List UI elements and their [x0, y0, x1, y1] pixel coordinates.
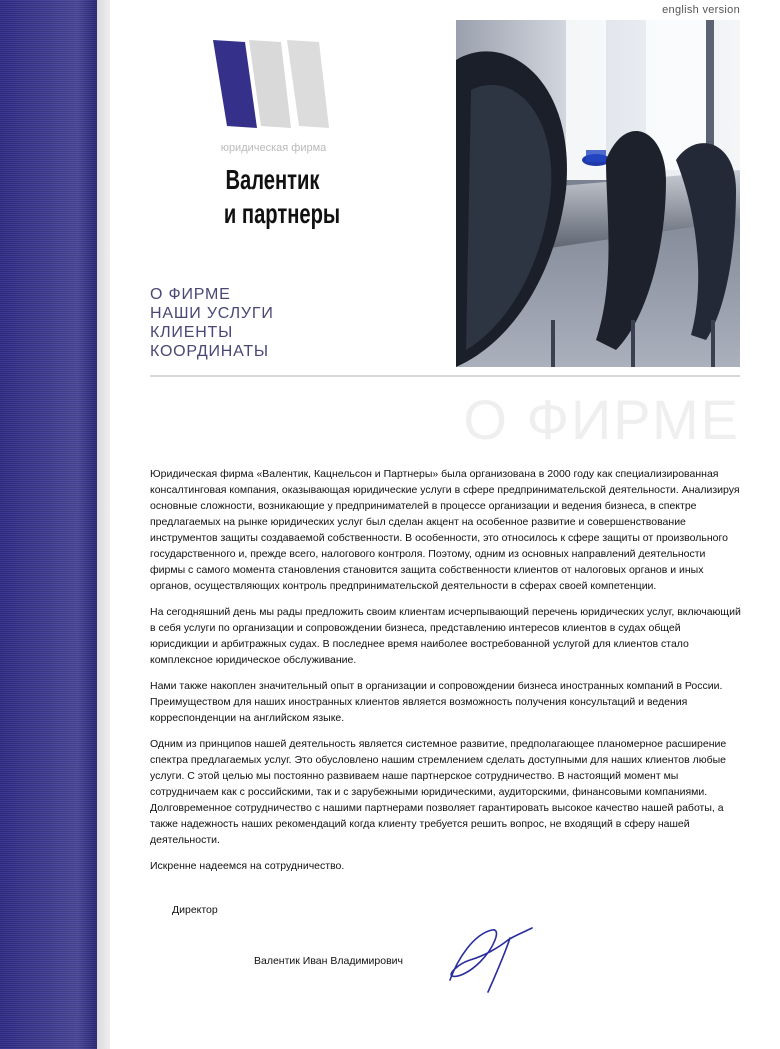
director-label: Директор	[172, 904, 218, 916]
office-chairs-photo	[456, 20, 740, 367]
logo-subtitle: юридическая фирма	[220, 142, 327, 154]
paragraph-foreign-clients: Нами также накоплен значительный опыт в организации и сопровождении бизнеса иностранных компаний в России. Преимуществом для наших иностранных клиентов является возможность получения консультаций и ведения корреспонденции на английском языке.	[150, 680, 723, 724]
english-version-link[interactable]: english version	[662, 4, 740, 16]
paragraph-partnership: Одним из принципов нашей деятельность является системное развитие, предполагающее планомерное расширение спектра предлагаемых услуг. Это обусловлено нашим стремлением сделать доступными для наших клиентов любые услуги. С этой целью мы постоянно развиваем наше партнерское сотрудничество. В настоящий момент мы сотрудничаем как с российскими, так и с зарубежными юридическими, аудиторскими, финансовыми компаниями. Долговременное сотрудничество с нашими партнерами позволяет гарантировать высокое качество нашей работы, а также надежность наших рекомендаций когда клиенту требуется решить вопрос, не входящий в сферу нашей деятельности.	[150, 738, 727, 846]
nav-item-about[interactable]: О ФИРМЕ	[150, 286, 231, 303]
left-decorative-stripe	[0, 0, 97, 1049]
logo-gray-bar-1	[249, 40, 291, 128]
nav-item-contacts[interactable]: КООРДИНАТЫ	[150, 343, 269, 360]
paragraph-history: Юридическая фирма «Валентик, Кацнельсон и Партнеры» была организована в 2000 году как специализированная консалтинговая компания, оказывающая юридические услуги в сфере предпринимательской деятельности. Анализируя основные сложности, возникающие у предпринимателей в процессе организации и ведения бизнеса, в спектре предлагаемых на рынке юридических услуг был сделан акцент на особенное развитие и совершенствование инструментов защиты создаваемой собственности. В особенности, это относилось к сфере защиты от произвольного государственного и, прежде всего, налогового контроля. Поэтому, одним из основных направлений деятельности фирмы с самого момента становления становится защита собственности клиентов от налоговых органов и иных органов, осуществляющих контроль предпринимательской деятельности в сферах своей компетенции.	[150, 468, 740, 592]
paragraph-closing: Искренне надеемся на сотрудничество.	[150, 860, 345, 872]
logo-name-line1: Валентик	[225, 164, 320, 195]
handwritten-signature	[440, 918, 540, 998]
main-navigation	[150, 285, 274, 361]
about-text	[150, 466, 742, 884]
nav-item-clients[interactable]: КЛИЕНТЫ	[150, 324, 234, 341]
logo-blue-bar	[213, 40, 257, 128]
nav-item-services[interactable]: НАШИ УСЛУГИ	[150, 305, 274, 322]
paragraph-services: На сегодняшний день мы рады предложить своим клиентам исчерпывающий перечень юридических услуг, включающий в себя услуги по организации и сопровождении бизнеса, представлению интересов клиентов в судах общей юрисдикции и арбитражных судах. В последнее время наиболее востребованной услугой для клиентов стало комплексное юридическое обслуживание.	[150, 606, 741, 666]
logo-gray-bar-2	[287, 40, 329, 128]
signer-name: Валентик Иван Владимирович	[254, 955, 403, 967]
logo-firm-name[interactable]	[223, 163, 341, 231]
header-divider	[150, 375, 740, 377]
section-title-watermark: О ФИРМЕ	[463, 388, 740, 451]
stripe-edge-shadow	[97, 0, 110, 1049]
logo-name-line2: и партнеры	[223, 198, 341, 229]
